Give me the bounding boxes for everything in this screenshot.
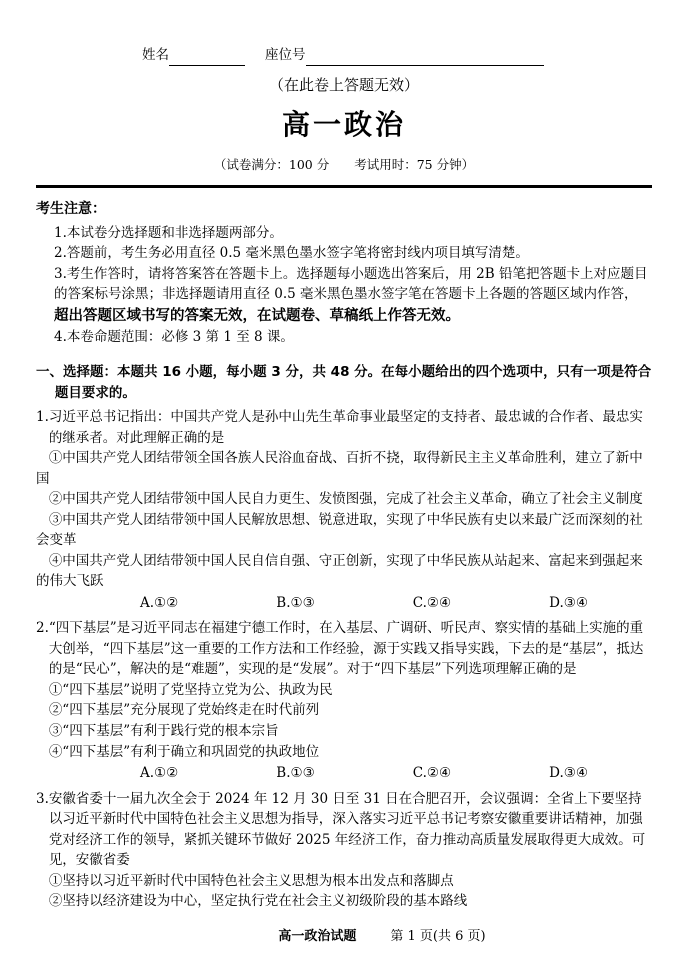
question-3-stem: 3.安徽省委十一届九次全会于 2024 年 12 月 30 日至 31 日在合肥召开，会议强调：全省上下要坚持以习近平新时代中国特色社会主义思想为指导，深入落实习近平总书记考察安徽重要讲话精神，加强党对经济工作的领导，紧抓关键环节做好 2025 年经济工作，奋力推动高质量发展取得更大成效。可见，安徽省委 — [36, 790, 646, 869]
answer-invalid-notice: （在此卷上答题无效） — [268, 76, 419, 94]
question-3-option-1: ①坚持以习近平新时代中国特色社会主义思想为根本出发点和落脚点 — [48, 872, 454, 889]
notice-item-2-text: 2.答题前，考生务必用直径 0.5 毫米黑色墨水签字笔将密封线内项目填写清楚。 — [54, 245, 529, 262]
exam-title: 高一政治 — [281, 107, 406, 141]
question-1-option-4: ④中国共产党人团结带领中国人民自信自强、守正创新，实现了中华民族从站起来、富起来到强起来的伟大飞跃 — [36, 552, 643, 590]
seat-number-label: 座位号 — [265, 47, 306, 64]
question-2-option-4: ④“四下基层”有利于确立和巩固党的执政地位 — [48, 743, 320, 760]
header-fill-fields — [142, 44, 652, 66]
question-1-option-3: ③中国共产党人团结带领中国人民解放思想、锐意进取，实现了中华民族有史以来最广泛而深刻的社会变革 — [36, 511, 643, 549]
question-2 — [36, 618, 652, 783]
header-divider-rule — [36, 185, 652, 188]
question-1-option-2: ②中国共产党人团结带领中国人民自力更生、发愤图强，完成了社会主义革命，确立了社会主义制度 — [48, 491, 643, 508]
seat-number-fill-line — [306, 50, 544, 66]
question-2-stem: 2.“四下基层”是习近平同志在福建宁德工作时，在入基层、广调研、听民声、察实情的基础上实施的重大创举，“四下基层”这一重要的工作方法和工作经验，源于实践又指导实践，下去的是“基层”，抵达的是“民心”，解决的是“难题”，实现的是“发展”。对于“四下基层”下列选项理解正确的是 — [36, 620, 644, 678]
question-2-option-3: ③“四下基层”有利于践行党的根本宗旨 — [48, 722, 279, 739]
question-1-choice-c: C.②④ — [412, 594, 452, 611]
question-2-answer-choices — [140, 763, 588, 784]
question-2-option-2: ②“四下基层”充分展现了党始终走在时代前列 — [48, 702, 320, 719]
notice-item-1-text: 1.本试卷分选择题和非选择题两部分。 — [54, 224, 283, 241]
question-2-choice-a: A.①② — [140, 765, 179, 782]
name-fill-line — [169, 50, 245, 66]
notice-item-1 — [54, 223, 652, 244]
page-footer — [38, 927, 688, 947]
section-heading-multiple-choice: 一、选择题：本题共 16 小题，每小题 3 分，共 48 分。在每小题给出的四个选项中，只有一项是符合题目要求的。 — [36, 364, 652, 401]
question-1-stem: 1.习近平总书记指出：中国共产党人是孙中山先生革命事业最坚定的支持者、最忠诚的合作者、最忠实的继承者。对此理解正确的是 — [36, 409, 643, 446]
question-1-choice-d: D.③④ — [549, 594, 588, 611]
exam-score-duration-info: （试卷满分：100 分 考试用时：75 分钟） — [213, 157, 475, 173]
question-1-answer-choices — [140, 593, 588, 614]
question-2-option-1: ①“四下基层”说明了党坚持立党为公、执政为民 — [48, 681, 333, 698]
notice-item-4-text: 4.本卷命题范围：必修 3 第 1 至 8 课。 — [54, 328, 294, 345]
question-3-option-2: ②坚持以经济建设为中心，坚定执行党在社会主义初级阶段的基本路线 — [48, 893, 468, 910]
notice-item-2 — [54, 243, 652, 264]
question-2-choice-b: B.①③ — [276, 765, 315, 782]
notice-item-3-text: 3.考生作答时，请将答案答在答题卡上。选择题每小题选出答案后，用 2B 铅笔把答题卡上对应题目的答案标号涂黑；非选择题请用直径 0.5 毫米黑色墨水签字笔在答题卡上各题的答题区域内作答， — [54, 265, 648, 303]
notice-item-4 — [54, 327, 652, 348]
question-2-choice-d: D.③④ — [549, 765, 588, 782]
candidate-notice-heading: 考生注意： — [36, 201, 106, 218]
question-1-choice-a: A.①② — [140, 594, 179, 611]
question-3 — [36, 789, 652, 912]
footer-document-title: 高一政治试题 — [278, 929, 357, 945]
footer-page-number: 第 1 页(共 6 页) — [390, 929, 486, 945]
question-1-option-1: ①中国共产党人团结带领全国各族人民浴血奋战、百折不挠，取得新民主主义革命胜利，建立了新中国 — [36, 450, 643, 487]
notice-item-3-bold-warning: 超出答题区域书写的答案无效，在试题卷、草稿纸上作答无效。 — [54, 307, 460, 324]
question-2-choice-c: C.②④ — [412, 765, 452, 782]
question-1-choice-b: B.①③ — [276, 594, 315, 611]
name-label: 姓名 — [142, 47, 169, 64]
question-1 — [36, 407, 652, 613]
notice-item-3 — [54, 264, 652, 327]
